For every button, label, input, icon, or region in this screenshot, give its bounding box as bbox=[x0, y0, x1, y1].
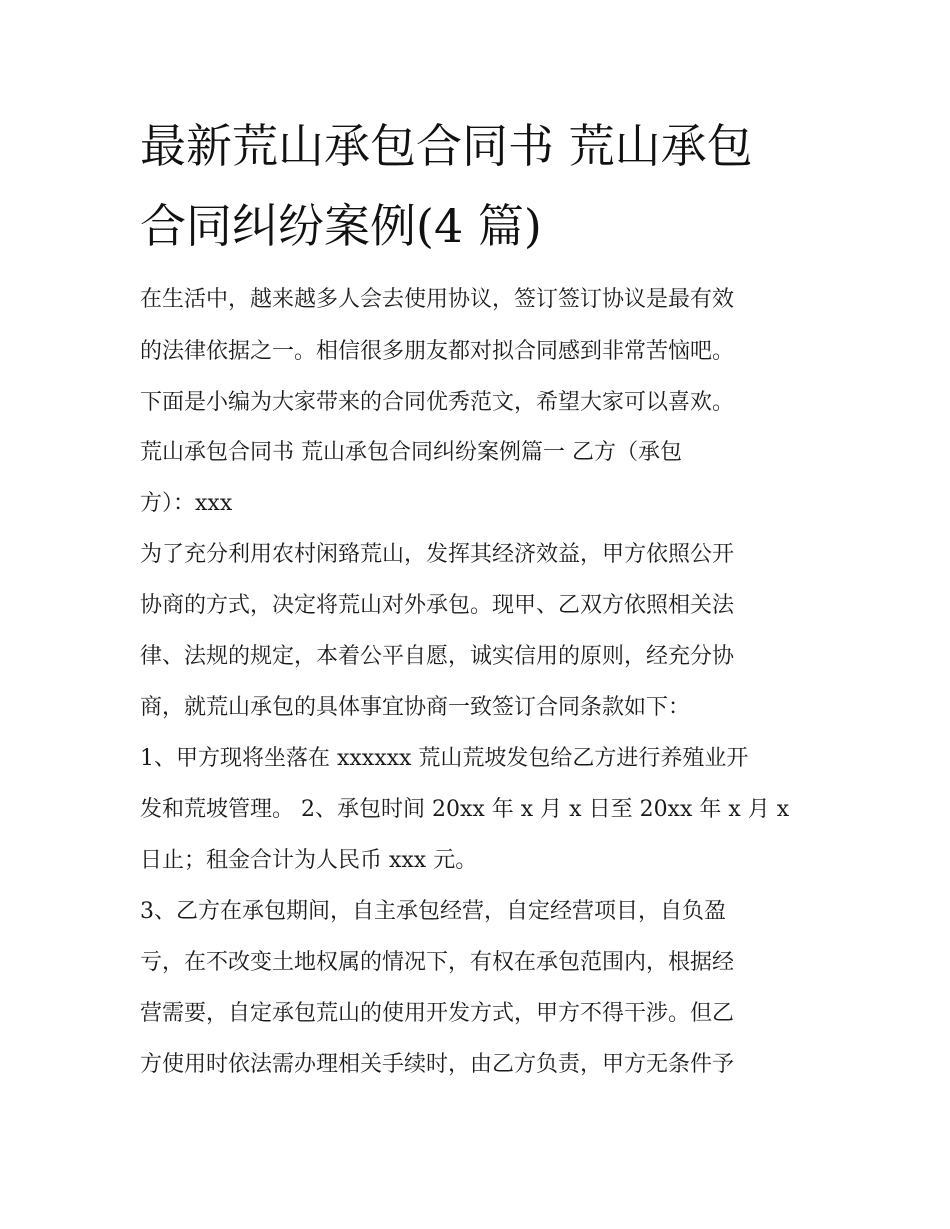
body-line: 律、法规的规定，本着公平自愿，诚实信用的原则，经充分协 bbox=[140, 644, 735, 669]
body-line: 荒山承包合同书 荒山承包合同纠纷案例篇一 乙方（承包 bbox=[140, 440, 682, 465]
body-line: 商，就荒山承包的具体事宜协商一致签订合同条款如下： bbox=[140, 695, 691, 720]
body-line: 日止；租金合计为人民币 xxx 元。 bbox=[140, 848, 478, 873]
body-line: 下面是小编为大家带来的合同优秀范文，希望大家可以喜欢。 bbox=[140, 390, 735, 415]
document-title-line-1: 最新荒山承包合同书 荒山承包 bbox=[140, 119, 753, 173]
body-line: 方）：xxx bbox=[140, 491, 233, 516]
body-line: 亏，在不改变土地权属的情况下，有权在承包范围内，根据经 bbox=[140, 950, 735, 975]
body-line: 为了充分利用农村闲臵荒山，发挥其经济效益，甲方依照公开 bbox=[140, 542, 735, 567]
body-line: 营需要，自定承包荒山的使用开发方式，甲方不得干涉。但乙 bbox=[140, 1001, 735, 1026]
body-line: 的法律依据之一。相信很多朋友都对拟合同感到非常苦恼吧。 bbox=[140, 339, 735, 364]
body-line: 方使用时依法需办理相关手续时，由乙方负责，甲方无条件予 bbox=[140, 1052, 735, 1077]
body-line: 协商的方式，决定将荒山对外承包。现甲、乙双方依照相关法 bbox=[140, 593, 735, 618]
document-title-line-2: 合同纠纷案例(4 篇) bbox=[140, 199, 542, 253]
body-line: 3、乙方在承包期间，自主承包经营，自定经营项目，自负盈 bbox=[140, 899, 726, 924]
body-line: 发和荒坡管理。 2、承包时间 20xx 年 x 月 x 日至 20xx 年 x 月 x bbox=[140, 797, 790, 822]
body-line: 1、甲方现将坐落在 xxxxxx 荒山荒坡发包给乙方进行养殖业开 bbox=[140, 746, 749, 771]
body-line: 在生活中，越来越多人会去使用协议，签订签订协议是最有效 bbox=[140, 287, 735, 312]
